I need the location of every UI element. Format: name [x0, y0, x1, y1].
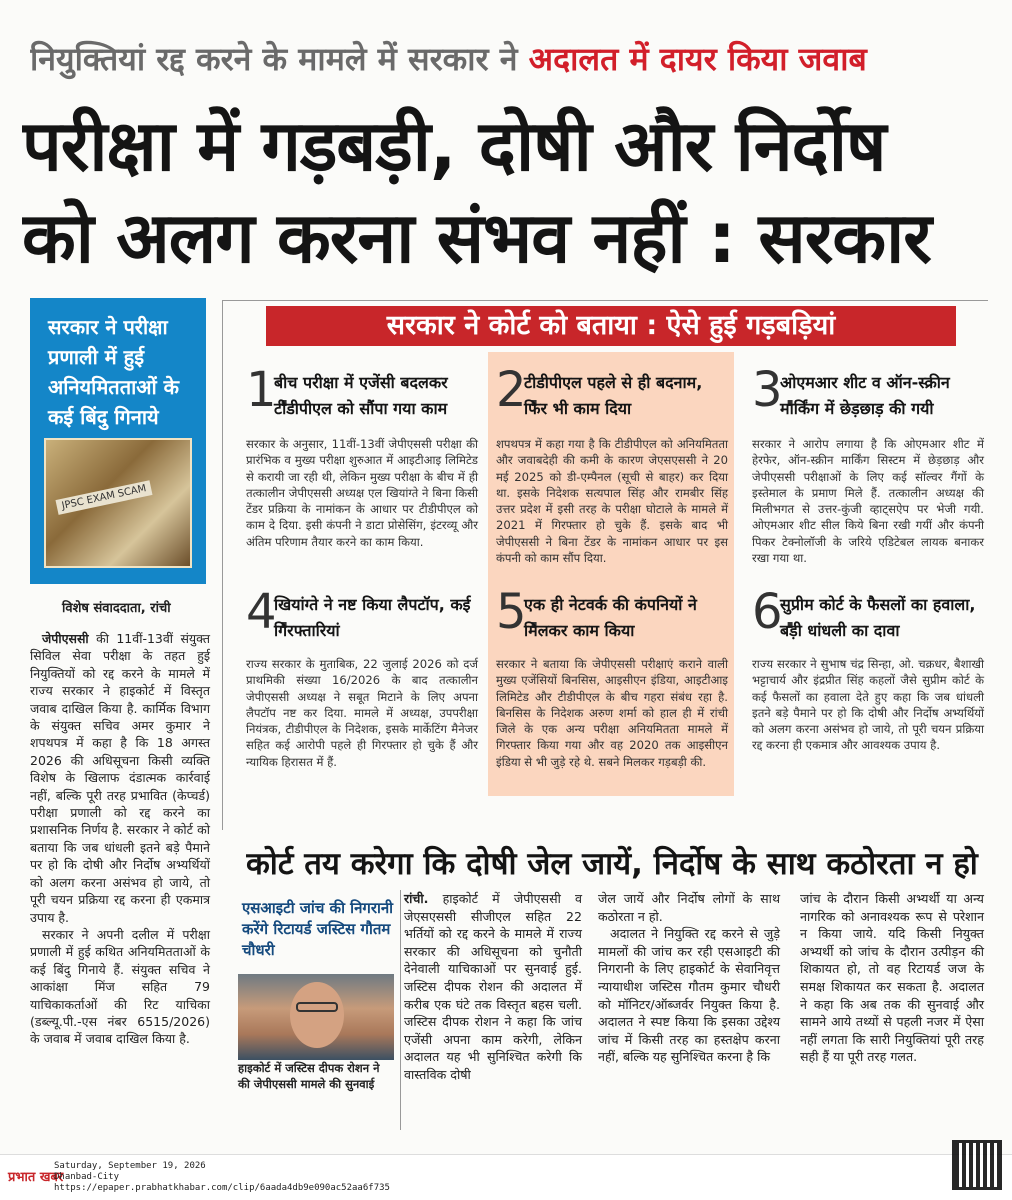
photo-label: JPSC EXAM SCAM: [55, 480, 152, 515]
headline-line-2: को अलग करना संभव नहीं : सरकार: [22, 197, 931, 279]
clip-url[interactable]: https://epaper.prabhatkhabar.com/clip/6aada4db9e090ac52aa6f735: [54, 1183, 390, 1193]
point-title: सुप्रीम कोर्ट के फैसलों का हवाला, बड़ी धांधली का दावा: [780, 595, 976, 640]
point-title: बीच परीक्षा में एजेंसी बदलकर टीडीपीएल को सौंपा गया काम: [274, 373, 448, 418]
justice-portrait: [238, 974, 394, 1060]
sit-monitor-box: एसआइटी जांच की निगरानी करेंगे रिटायर्ड जस्टिस गौतम चौधरी: [242, 899, 394, 959]
point-number: 1.: [246, 362, 292, 418]
clip-date: Saturday, September 19, 2026: [54, 1161, 206, 1171]
dateline: रांची.: [404, 891, 429, 906]
exam-scam-photo: [44, 438, 192, 568]
point-number: 4.: [246, 584, 292, 640]
spectacles-shape: [296, 1002, 338, 1012]
kicker-red: अदालत में दायर किया जवाब: [528, 40, 867, 78]
box-top-border: [222, 300, 988, 301]
clip-info: [54, 1161, 390, 1194]
kicker-grey: नियुक्तियां रद्द करने के मामले में सरकार ने: [30, 40, 518, 78]
point-body: सरकार के अनुसार, 11वीं-13वीं जेपीएससी परीक्षा की प्रारंभिक व मुख्य परीक्षा शुरुआत में आइटीआइ लिमिटेड से करायी जा रही थी, लेकिन मुख्य परीक्षा के बीच में ही तत्कालीन जेपीएससी अध्यक्ष एल खियांग्ते ने बिना किसी टेंडर प्रक्रिया के नामांकन के आधार पर टीडीपीएल को काम दे दिया. इसी कंपनी ने डाटा प्रोसेसिंग, इंटरव्यू और अंतिम परिणाम तैयार करने का काम किया.: [246, 437, 478, 549]
bottom-column-2-text: अदालत ने नियुक्ति रद्द करने से जुड़े मामलों की जांच कर रही एसआइटी की निगरानी के लिए हाइकोर्ट के सेवानिवृत्त न्यायाधीश जस्टिस गौतम कुमार चौधरी को मॉनिटर/ऑब्जर्वर नियुक्त किया है. अदालत ने स्पष्ट किया कि इसका उद्देश्य जांच में किसी तरह का हस्तक्षेप करना नहीं, बल्कि यह सुनिश्चित करना है कि: [598, 926, 780, 1065]
point-title: ओएमआर शीट व ऑन-स्क्रीन मार्किंग में छेड़छाड़ की गयी: [780, 373, 950, 418]
point-number: 3.: [752, 362, 798, 418]
main-headline: [22, 100, 990, 284]
point-body: सरकार ने बताया कि जेपीएससी परीक्षाएं कराने वाली मुख्य एजेंसियों बिनसिस, आइसीएन इंडिया, आइटीआइ लिमिटेड और टीडीपीएल के बीच गहरा संबंध रहा है. बिनसिस के निदेशक अरुण शर्मा को हाल ही में रांची जिले के एक अन्य परीक्षा अनियमितता मामले में गिरफ्तार किया गया और वह 2020 तक आइसीएन इंडिया से भी जुड़े रहे थे. सबने मिलकर गड़बड़ी की.: [496, 657, 728, 769]
bottom-column-2-intro: जेल जायें और निर्दोष लोगों के साथ कठोरता न हो.: [598, 891, 780, 924]
bottom-column-1-text: हाइकोर्ट में जेपीएससी व जेएसएससी सीजीएल सहित 22 भर्तियों को रद्द करने के मामले में राज्य सरकार की अधिसूचना को चुनौती देनेवाली याचिकाओं पर सुनवाई हुई. जस्टिस दीपक रोशन की अदालत में करीब एक घंटे तक विस्तृत बहस चली. जस्टिस दीपक रोशन ने कहा कि जांच एजेंसी अपना काम करेगी, लेकिन अदालत यह भी सुनिश्चित करेगी कि वास्तविक दोषी: [404, 891, 582, 1082]
column-divider: [222, 300, 223, 830]
clip-edition: Dhanbad-City: [54, 1172, 120, 1182]
photo-caption: हाइकोर्ट में जस्टिस दीपक रोशन ने की जेपीएससी मामले की सुनवाई: [238, 1061, 380, 1091]
point-number: 6.: [752, 584, 798, 640]
point-number: 2.: [496, 362, 542, 418]
side-paragraph-2: सरकार ने अपनी दलील में परीक्षा प्रणाली में हुई कथित अनियमितताओं के कई बिंदु गिनाये हैं. संयुक्त सचिव ने आकांक्षा मिंज सहित 79 याचिकाकर्ताओं की रिट याचिका (डब्ल्यू.पी.-एस नंबर 6515/2026) के जवाब में जवाब दाखिल किया है.: [30, 926, 210, 1047]
point-body: राज्य सरकार के मुताबिक, 22 जुलाई 2026 को दर्ज प्राथमिकी संख्या 16/2026 के बाद तत्कालीन जेपीएससी अध्यक्ष ने सबूत मिटाने के लिए अपना लैपटॉप नष्ट कर दिया. मामले में अध्यक्ष, उपपरीक्षा नियंत्रक, टीडीपीएल के निदेशक, इसके मार्केटिंग मैनेजर सहित कई आरोपी पहले ही गिरफ्तार हो चुके हैं और न्यायिक हिरासत में हैं.: [246, 657, 478, 769]
point-title: टीडीपीएल पहले से ही बदनाम, फिर भी काम दिया: [524, 373, 703, 418]
side-article-column: [30, 630, 210, 1048]
headline-line-1: परीक्षा में गड़बड़ी, दोषी और निर्दोष: [22, 105, 886, 187]
side-lead: जेपीएससी: [42, 631, 89, 646]
epaper-footer: [0, 1154, 1012, 1200]
point-title: एक ही नेटवर्क की कंपनियों ने मिलकर काम किया: [524, 595, 697, 640]
point-number: 5.: [496, 584, 542, 640]
byline: विशेष संवाददाता, रांची: [62, 601, 171, 616]
bottom-column-2: [598, 890, 780, 1066]
sub-headline: कोर्ट तय करेगा कि दोषी जेल जायें, निर्दोष के साथ कठोरता न हो: [246, 846, 978, 882]
bottom-divider-1: [400, 890, 401, 1130]
bottom-column-3-text: जांच के दौरान किसी अभ्यर्थी या अन्य नागरिक को अनावश्यक रूप से परेशान न किया जाये. यदि किसी नियुक्त अभ्यर्थी को जांच के दौरान उत्पीड़न की शिकायत हो, तो वह रिटायर्ड जज के समक्ष शिकायत कर सकता है. अदालत ने कहा कि अब तक की सुनवाई और सामने आये तथ्यों से पहली नजर में ऐसा नहीं लगता कि सारी नियुक्तियां पूरी तरह सही हैं या पूरी तरह गलत.: [800, 891, 984, 1065]
side-paragraph-1: की 11वीं-13वीं संयुक्त सिविल सेवा परीक्षा के तहत हुई नियुक्तियों को रद्द करने के मामले में राज्य सरकार ने हाइकोर्ट में विस्तृत जवाब दाखिल किया है. कार्मिक विभाग के संयुक्त सचिव अमर कुमार ने शपथपत्र में कहा है कि 18 अगस्त 2026 की अधिसूचना किसी व्यक्ति विशेष के खिलाफ दंडात्मक कार्रवाई नहीं, बल्कि पूरी तरह प्रभावित (केप्चर्ड) परीक्षा प्रणाली को रद्द करने का प्रशासनिक निर्णय है. सरकार ने कोर्ट को बताया कि जब धांधली इतने बड़े पैमाने पर हो कि दोषी और निर्दोष अभ्यर्थियों को अलग करना असंभव हो जाये, तो पूरी चयन प्रक्रिया रद्द करना ही एकमात्र उपाय है.: [30, 631, 210, 925]
newspaper-logo: प्रभात खबर: [8, 1170, 64, 1185]
point-body: सरकार ने आरोप लगाया है कि ओएमआर शीट में हेरफेर, ऑन-स्क्रीन मार्किंग सिस्टम में छेड़छाड़ और जेपीएससी परीक्षाओं के लिए कई सॉल्वर गैंगों के इस्तेमाल के प्रमाण मिले हैं. तत्कालीन अध्यक्ष की मिलीभगत से उत्तर-कुंजी व्हाट्सऐप पर भेजी गयी. ओएमआर शीट सील किये बिना रखी गयीं और कंपनी पिकर टेक्नोलॉजी के जरिये एडिटेबल लायक बनाकर रखा गया था.: [752, 437, 984, 566]
point-body: राज्य सरकार ने सुभाष चंद्र सिन्हा, ओ. चक्रधर, बैशाखी भट्टाचार्य और इंद्रप्रीत सिंह कहलों जैसे सुप्रीम कोर्ट के कई फैसलों का हवाला देते हुए कहा कि जब धांधली इतने बड़े पैमाने पर हो कि दोषी और निर्दोष अभ्यर्थियों को अलग करना असंभव हो जाये, तो पूरी चयन प्रक्रिया रद्द करना ही एकमात्र और आवश्यक उपाय है.: [752, 657, 984, 753]
qr-code-icon[interactable]: [952, 1140, 1002, 1190]
section-banner: सरकार ने कोर्ट को बताया : ऐसे हुई गड़बड़ियां: [266, 306, 956, 346]
bottom-column-3: [800, 890, 984, 1066]
face-shape: [290, 982, 344, 1048]
point-title: खियांग्ते ने नष्ट किया लैपटॉप, कई गिरफ्तारियां: [274, 595, 471, 640]
bottom-column-1: [404, 890, 582, 1084]
side-box-text: सरकार ने परीक्षा प्रणाली में हुई अनियमितताओं के कई बिंदु गिनाये: [48, 315, 180, 429]
point-body: शपथपत्र में कहा गया है कि टीडीपीएल को अनियमितता और जवाबदेही की कमी के कारण जेएसएससी ने 20 मई 2025 को डी-एम्पैनल (सूची से बाहर) कर दिया था. इसके निदेशक सत्यपाल सिंह और रामबीर सिंह उत्तर प्रदेश में इसी तरह के परीक्षा घोटाले के मामले में 2021 में गिरफ्तार हो चुके हैं. इसके बाद भी जेपीएससी ने बिना टेंडर के नामांकन आधार पर इस कंपनी को काम सौंप दिया.: [496, 437, 728, 566]
kicker-headline: [30, 36, 985, 82]
side-highlight-box: [30, 298, 206, 584]
